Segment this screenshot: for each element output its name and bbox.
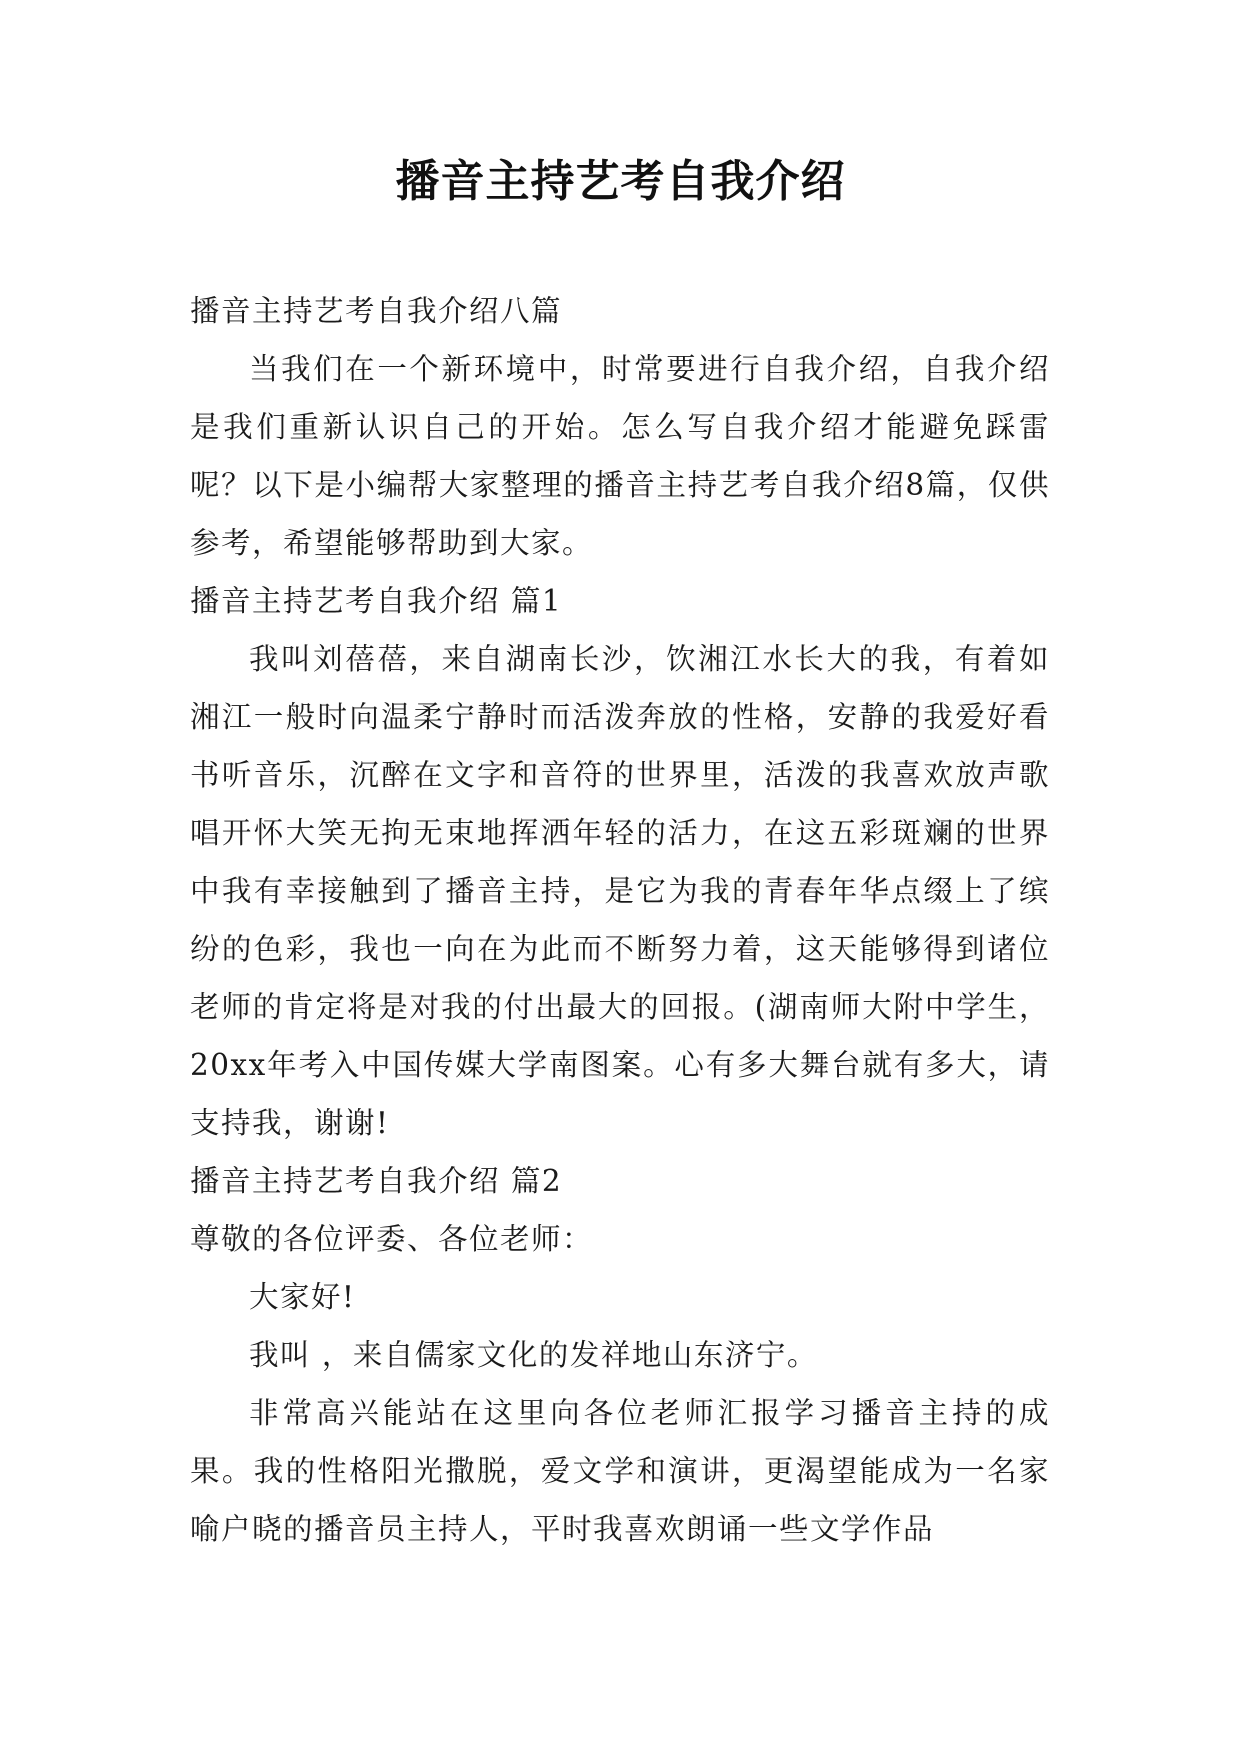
document-body — [190, 282, 1050, 1558]
document-title: 播音主持艺考自我介绍 — [395, 156, 846, 207]
section-heading-1: 播音主持艺考自我介绍 篇1 — [190, 584, 563, 618]
name-line: 我叫 ，来自儒家文化的发祥地山东济宁。 — [249, 1338, 818, 1372]
section-2-paragraph: 非常高兴能站在这里向各位老师汇报学习播音主持的成果。我的性格阳光撒脱，爱文学和演讲，更渴望能成为一名家喻户晓的播音员主持人，平时我喜欢朗诵一些文学作品 — [190, 1396, 1050, 1546]
section-heading-2: 播音主持艺考自我介绍 篇2 — [190, 1164, 563, 1198]
subtitle-line: 播音主持艺考自我介绍八篇 — [190, 294, 563, 328]
salutation-line: 尊敬的各位评委、各位老师： — [190, 1222, 594, 1256]
greeting-line: 大家好! — [249, 1280, 356, 1314]
intro-paragraph: 当我们在一个新环境中，时常要进行自我介绍，自我介绍是我们重新认识自己的开始。怎么写自我介绍才能避免踩雷呢？以下是小编帮大家整理的播音主持艺考自我介绍8篇，仅供参考，希望能够帮助到大家。 — [190, 352, 1050, 560]
section-1-paragraph: 我叫刘蓓蓓，来自湖南长沙，饮湘江水长大的我，有着如湘江一般时向温柔宁静时而活泼奔放的性格，安静的我爱好看书听音乐，沉醉在文字和音符的世界里，活泼的我喜欢放声歌唱开怀大笑无拘无束地挥洒年轻的活力，在这五彩斑斓的世界中我有幸接触到了播音主持，是它为我的青春年华点缀上了缤纷的色彩，我也一向在为此而不断努力着，这天能够得到诸位老师的肯定将是对我的付出最大的回报。(湖南师大附中学生，20xx年考入中国传媒大学南图案。心有多大舞台就有多大，请支持我，谢谢! — [190, 642, 1050, 1140]
